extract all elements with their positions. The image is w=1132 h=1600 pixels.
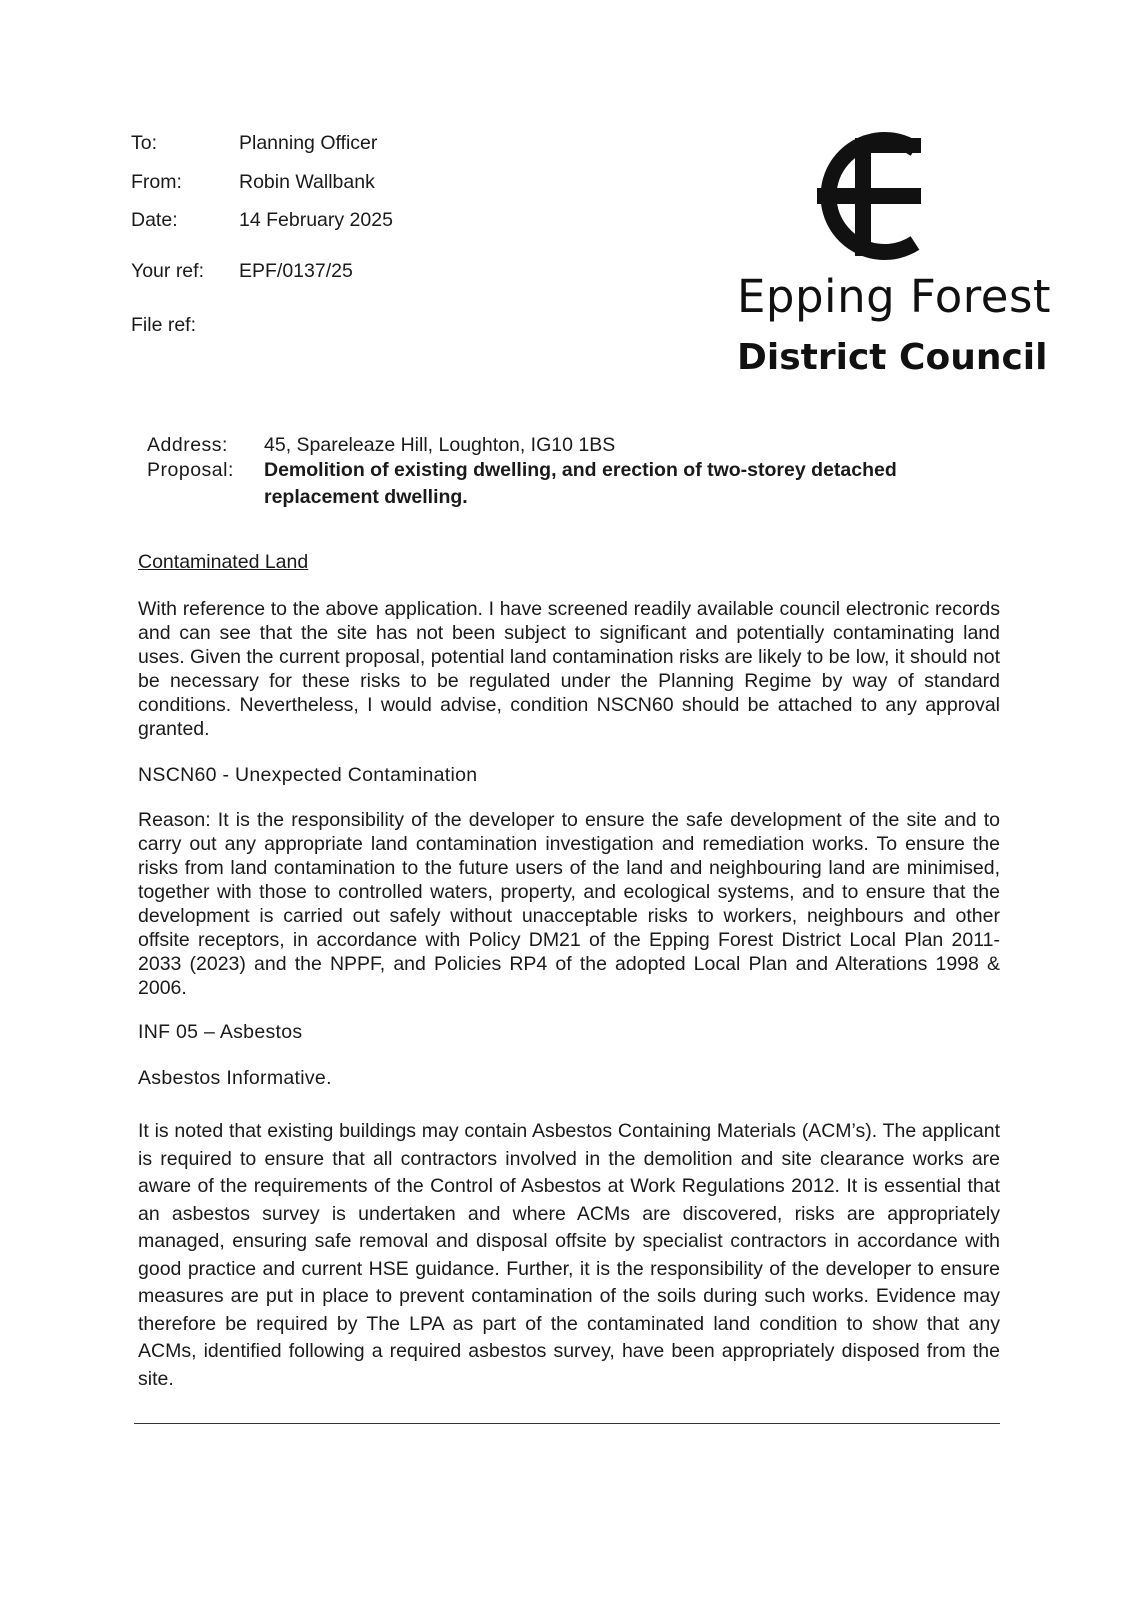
address-label: Address: xyxy=(147,434,228,456)
address-value: 45, Spareleaze Hill, Loughton, IG10 1BS xyxy=(264,434,616,456)
inf05-heading: INF 05 – Asbestos xyxy=(138,1021,303,1043)
memo-from-label: From: xyxy=(131,171,182,193)
inf05-body: It is noted that existing buildings may contain Asbestos Containing Materials (ACM’s). The applicant is required to ensure that all contractors involved in the demolition and site clearance works are aware of the requirements of the Control of Asbestos at Work Regulations 2012. It is essential that an asbestos survey is undertaken and where ACMs are discovered, risks are appropriately managed, ensuring safe removal and disposal offsite by specialist contractors in accordance with good practice and current HSE guidance. Further, it is the responsibility of the developer to ensure measures are put in place to prevent contamination of the soils during such works. Evidence may therefore be required by The LPA as part of the contaminated land condition to show that any ACMs, identified following a required asbestos survey, have been appropriately disposed from the site. xyxy=(138,1120,1000,1390)
logo-council-subtitle: District Council xyxy=(737,337,1048,378)
nscn60-reason: Reason: It is the responsibility of the developer to ensure the safe development of the site and to carry out any appropriate land contamination investigation and remediation works. To ensure the risks from land contamination to the future users of the land and neighbouring land are minimised, together with those to controlled waters, property, and ecological systems, and to ensure that the development is carried out safely without unacceptable risks to workers, neighbours and other offsite receptors, in accordance with Policy DM21 of the Epping Forest District Local Plan 2011-2033 (2023) and the NPPF, and Policies RP4 of the adopted Local Plan and Alterations 1998 & 2006. xyxy=(138,809,1000,999)
memo-date-value: 14 February 2025 xyxy=(239,209,393,231)
memo-date-label: Date: xyxy=(131,209,178,231)
memo-file-ref-label: File ref: xyxy=(131,314,197,336)
memo-to-value: Planning Officer xyxy=(239,132,378,154)
proposal-line-2: replacement dwelling. xyxy=(264,486,468,508)
bottom-divider xyxy=(134,1423,1000,1424)
memo-to-label: To: xyxy=(131,132,158,154)
memo-your-ref-value: EPF/0137/25 xyxy=(239,260,353,282)
council-logo xyxy=(737,130,1052,390)
nscn60-heading: NSCN60 - Unexpected Contamination xyxy=(138,764,478,786)
memo-your-ref-label: Your ref: xyxy=(131,260,204,282)
memo-from-value: Robin Wallbank xyxy=(239,171,375,193)
ef-monogram-icon xyxy=(807,130,922,262)
logo-council-name: Epping Forest xyxy=(737,270,1052,323)
proposal-label: Proposal: xyxy=(147,459,234,481)
contaminated-land-heading: Contaminated Land xyxy=(138,551,309,573)
proposal-line-1: Demolition of existing dwelling, and erection of two-storey detached xyxy=(264,459,897,481)
contaminated-land-body: With reference to the above application. I have screened readily available council electronic records and can see that the site has not been subject to significant and potentially contaminating land uses. Given the current proposal, potential land contamination risks are likely to be low, it should not be necessary for these risks to be regulated under the Planning Regime by way of standard conditions. Nevertheless, I would advise, condition NSCN60 should be attached to any approval granted. xyxy=(138,598,1000,740)
inf05-subheading: Asbestos Informative. xyxy=(138,1067,332,1089)
